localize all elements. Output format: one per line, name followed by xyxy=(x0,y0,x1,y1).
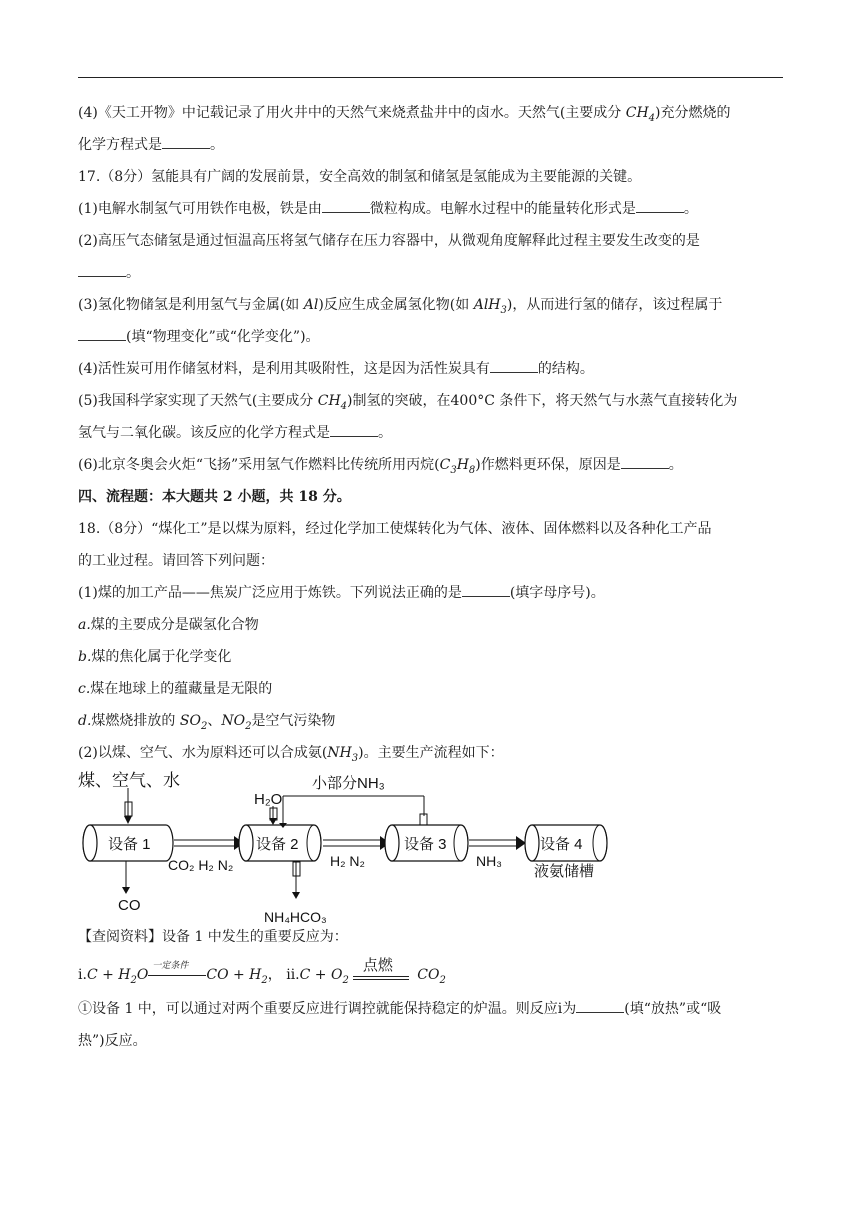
q18-part1: (1)煤的加工产品——焦炭广泛应用于炼铁。下列说法正确的是 (填字母序号)。 xyxy=(78,585,605,601)
q17-part2: (2)高压气态储氢是通过恒温高压将氢气储存在压力容器中，从微观角度解释此过程主要发生改变的是 xyxy=(78,233,700,249)
answer-blank xyxy=(78,328,126,341)
q18-reference: 【查阅资料】设备 1 中发生的重要反应为： xyxy=(78,929,348,945)
answer-blank xyxy=(322,200,370,213)
device-2-label: 设备 2 xyxy=(256,836,299,853)
q18-subq1-line2: 热”)反应。 xyxy=(78,1033,147,1049)
q18-option-c: c.煤在地球上的蕴藏量是无限的 xyxy=(78,681,273,697)
header-rule xyxy=(78,77,783,78)
q17-part3-cont: (填“物理变化”或“化学变化”)。 xyxy=(78,328,784,346)
device-3-cylinder xyxy=(385,825,468,861)
arrow-2-to-3 xyxy=(323,836,390,869)
arrow-3-to-4 xyxy=(469,836,526,869)
recycle-nh3-label: 小部分NH₃ xyxy=(312,775,385,792)
q18-intro-1: 18.（8分）“煤化工”是以煤为原料，经过化学加工使煤转化为气体、液体、固体燃料以及各种化工产品 xyxy=(78,521,712,537)
gas-mix-1-label: CO₂ H₂ N₂ xyxy=(168,857,234,873)
gas-mix-2-label: H₂ N₂ xyxy=(330,853,365,869)
q17-part6: (6)北京冬奥会火炬“飞扬”采用氢气作燃料比传统所用丙烷$(C_3H_8)$作燃料更环保，原因是 。 xyxy=(78,457,683,476)
q17-part1: (1)电解水制氢气可用铁作电极，铁是由 微粒构成。电解水过程中的能量转化形式是 。 xyxy=(78,201,698,217)
liquid-ammonia-tank-label: 液氨储槽 xyxy=(534,863,595,880)
answer-blank xyxy=(621,456,669,469)
answer-blank xyxy=(490,360,538,373)
arrow-1-to-2 xyxy=(168,836,244,873)
raw-materials-label: 煤、空气、水 xyxy=(78,771,180,790)
reactions-line: ⅰ.C + $H_2O$ 一定条件 CO + $H_2$， ⅱ.C + $O_2$ 点燃 $CO_2$ xyxy=(78,956,446,986)
q17-part5: (5)我国科学家实现了天然气(主要成分 $CH_4$)制氢的突破，在400°C 条件下，将天然气与水蒸气直接转化为 xyxy=(78,393,738,412)
answer-blank xyxy=(78,264,126,277)
q18-intro-2: 的工业过程。请回答下列问题： xyxy=(78,553,274,569)
device-1-cylinder xyxy=(83,825,173,861)
q18-subq1-line1: ①设备 1 中，可以通过对两个重要反应进行调控就能保持稳定的炉温。则反应ⅰ为 (填“放热”或“吸 xyxy=(78,1001,722,1017)
exam-page xyxy=(78,104,784,1050)
q18-option-a: a.煤的主要成分是碳氢化合物 xyxy=(78,617,259,633)
nh4hco3-label: NH₄HCO₃ xyxy=(264,909,327,925)
answer-blank xyxy=(576,1000,624,1013)
co-label: CO xyxy=(118,897,141,914)
condition-arrow-1: 一定条件 xyxy=(148,967,206,983)
q18-option-b: b.煤的焦化属于化学变化 xyxy=(78,649,232,665)
answer-blank xyxy=(162,136,210,149)
section-4-title: 四、流程题：本大题共 2 小题，共 18 分。 xyxy=(78,489,351,505)
answer-blank xyxy=(330,424,378,437)
h2o-label: H₂O xyxy=(254,791,283,808)
ammonia-flow-diagram xyxy=(78,766,618,926)
q16-4-line2: 化学方程式是 。 xyxy=(78,137,224,153)
condition-arrow-2: 点燃 xyxy=(349,965,413,985)
device-1-label: 设备 1 xyxy=(108,836,151,853)
q17-part5-cont: 氢气与二氧化碳。该反应的化学方程式是 。 xyxy=(78,425,392,441)
device-3-label: 设备 3 xyxy=(404,836,447,853)
recycle-loop xyxy=(279,796,427,828)
device-4-label: 设备 4 xyxy=(540,836,583,853)
answer-blank xyxy=(636,200,684,213)
nh3-label: NH₃ xyxy=(476,853,502,869)
q18-part2: (2)以煤、空气、水为原料还可以合成氨$(NH_3)$。主要生产流程如下： xyxy=(78,745,504,764)
q16-4-line1: (4)《天工开物》中记载记录了用火井中的天然气来烧煮盐井中的卤水。天然气(主要成分 $CH_4$)充分燃烧的 xyxy=(78,105,731,124)
device-2-cylinder xyxy=(239,825,321,861)
h2o-feed-arrow xyxy=(269,806,277,825)
q17-part2-cont: 。 xyxy=(78,264,784,282)
q17-part4: (4)活性炭可用作储氢材料，是利用其吸附性，这是因为活性炭具有 的结构。 xyxy=(78,361,594,377)
device-4-cylinder xyxy=(525,825,607,880)
q18-option-d: d.煤燃烧排放的 $SO_2$、$NO_2$是空气污染物 xyxy=(78,713,336,732)
q17-intro: 17.（8分）氢能具有广阔的发展前景，安全高效的制氢和储氢是氢能成为主要能源的关键。 xyxy=(78,169,642,185)
q17-part3: (3)氢化物储氢是利用氢气与金属(如 Al)反应生成金属氢化物(如 AlH$_3$)，从而进行氢的储存，该过程属于 xyxy=(78,297,723,316)
feed-arrow xyxy=(124,788,132,824)
answer-blank xyxy=(462,584,510,597)
co-outlet-arrow xyxy=(118,861,141,914)
nh4hco3-outlet-arrow xyxy=(264,861,327,925)
